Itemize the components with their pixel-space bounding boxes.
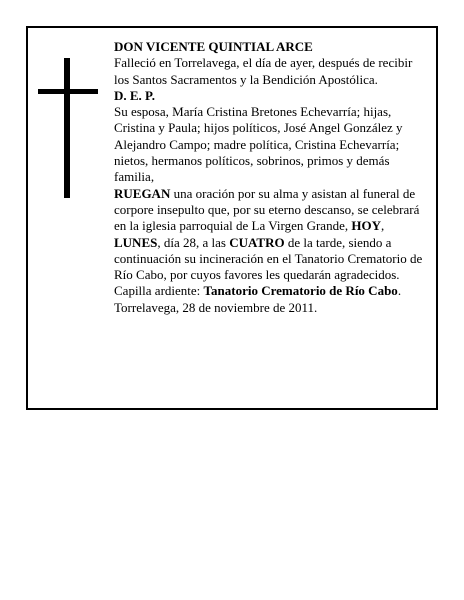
latin-cross-icon: [38, 58, 98, 198]
request-text: una oración por su alma y asistan al funeral de corpore insepulto que, por su eterno descanso, se celebrará en la iglesia parroquial de La Virgen Grande,: [114, 185, 420, 234]
comma-separator: ,: [380, 218, 385, 234]
place-date: Torrelavega, 28 de noviembre de 2011.: [114, 299, 318, 315]
capilla-label: Capilla ardiente:: [114, 283, 204, 299]
obituary-text: [114, 39, 426, 316]
cross-horizontal-bar: [38, 89, 98, 94]
funeral-request: [114, 186, 426, 284]
obituary-card: [26, 26, 438, 410]
hoy-word: HOY: [351, 218, 381, 234]
capilla-period: .: [397, 283, 402, 299]
ruegan-word: RUEGAN: [114, 185, 171, 201]
cross-vertical-bar: [64, 58, 70, 198]
capilla-ardiente: [114, 283, 426, 299]
deceased-name: DON VICENTE QUINTIAL ARCE: [114, 39, 313, 54]
after-time-text: de la tarde, siendo a continuación su incineración en el Tanatorio Crematorio de Río Cabo, por cuyos favores les quedarán agradecidos.: [114, 234, 423, 283]
lunes-word: LUNES: [114, 234, 158, 250]
dep-abbreviation: D. E. P.: [114, 87, 156, 103]
capilla-place: Tanatorio Crematorio de Río Cabo: [203, 283, 398, 299]
death-announcement: Falleció en Torrelavega, el día de ayer, después de recibir los Santos Sacramentos y la Bendición Apostólica.: [114, 55, 413, 87]
family-list: Su esposa, María Cristina Bretones Echevarría; hijas, Cristina y Paula; hijos políticos, José Angel González y Alejandro Campo; madre política, Cristina Echevarría; nietos, hermanos políticos, sobrinos, primos y demás familia,: [114, 104, 403, 185]
cuatro-word: CUATRO: [229, 234, 285, 250]
day-text: , día 28, a las: [157, 234, 230, 250]
